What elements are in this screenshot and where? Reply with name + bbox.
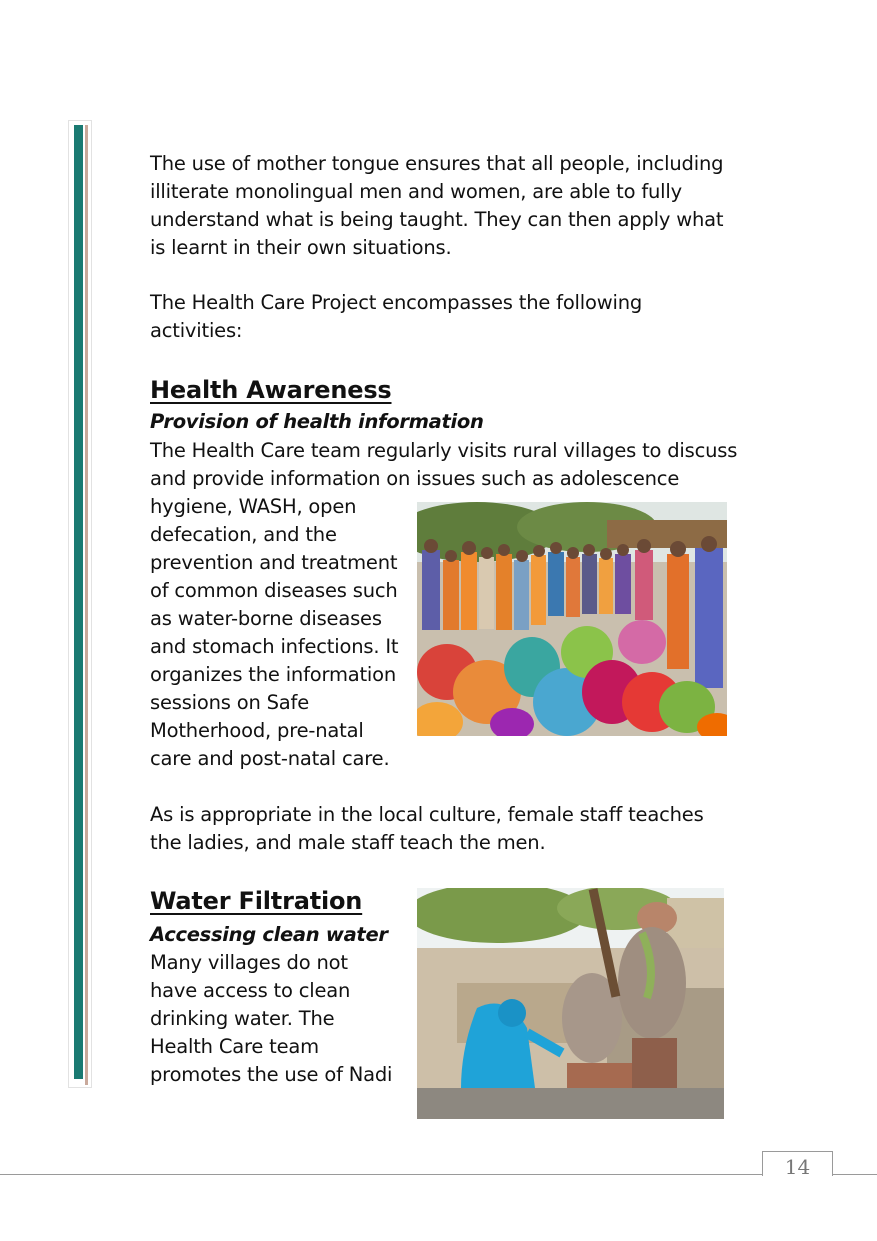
- water-filtration-line: have access to clean: [150, 979, 351, 1002]
- health-awareness-line: as water-borne diseases: [150, 607, 382, 630]
- activities-line: activities:: [150, 319, 243, 342]
- health-awareness-line: Motherhood, pre-natal: [150, 719, 364, 742]
- intro-line: is learnt in their own situations.: [150, 236, 452, 259]
- health-awareness-line: hygiene, WASH, open: [150, 495, 357, 518]
- activities-line: The Health Care Project encompasses the following: [150, 291, 643, 314]
- health-awareness-line: care and post-natal care.: [150, 747, 390, 770]
- page-number: 14: [762, 1151, 833, 1176]
- culture-line: the ladies, and male staff teach the men.: [150, 831, 546, 854]
- intro-line: understand what is being taught. They can then apply what: [150, 208, 724, 231]
- side-bar-rose-stripe: [85, 125, 88, 1085]
- health-awareness-line: prevention and treatment: [150, 551, 398, 574]
- water-filtration-line: Many villages do not: [150, 951, 348, 974]
- health-awareness-line: of common diseases such: [150, 579, 398, 602]
- footer-rule: [0, 1174, 877, 1175]
- health-awareness-line: defecation, and the: [150, 523, 337, 546]
- intro-line: illiterate monolingual men and women, are able to fully: [150, 180, 682, 203]
- health-awareness-heading: Health Awareness: [150, 376, 392, 404]
- health-awareness-subheading: Provision of health information: [150, 410, 484, 433]
- health-awareness-line: and provide information on issues such as adolescence: [150, 467, 680, 490]
- decorative-side-bar: [68, 120, 92, 1088]
- water-filtration-line: drinking water. The: [150, 1007, 335, 1030]
- water-filtration-subheading: Accessing clean water: [150, 923, 388, 946]
- water-filtration-line: promotes the use of Nadi: [150, 1063, 393, 1086]
- water-filter-photo: [417, 888, 724, 1119]
- village-gathering-photo: [417, 502, 727, 736]
- water-filtration-heading: Water Filtration: [150, 887, 363, 915]
- health-awareness-line: organizes the information: [150, 663, 397, 686]
- water-filtration-line: Health Care team: [150, 1035, 319, 1058]
- side-bar-green-stripe: [74, 125, 83, 1079]
- health-awareness-line: and stomach infections. It: [150, 635, 399, 658]
- culture-line: As is appropriate in the local culture, female staff teaches: [150, 803, 704, 826]
- intro-line: The use of mother tongue ensures that all people, including: [150, 152, 724, 175]
- health-awareness-line: The Health Care team regularly visits rural villages to discuss: [150, 439, 738, 462]
- health-awareness-line: sessions on Safe: [150, 691, 310, 714]
